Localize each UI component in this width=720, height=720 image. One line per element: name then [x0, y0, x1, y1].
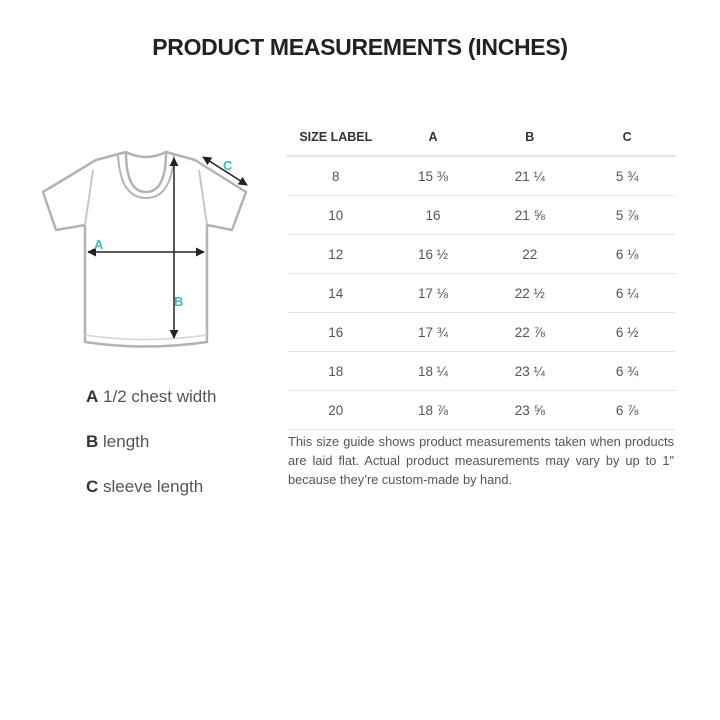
- cell-b: 22: [481, 235, 578, 274]
- cell-size: 8: [287, 156, 385, 196]
- legend-text: length: [103, 432, 150, 451]
- cell-size: 20: [287, 391, 385, 430]
- table-row: [287, 391, 676, 430]
- cell-c: 6 ⅞: [578, 391, 676, 430]
- cell-c: 5 ⅞: [578, 196, 676, 235]
- cell-a: 16: [385, 196, 482, 235]
- cell-b: 23 ⅝: [481, 391, 578, 430]
- cell-a: 18 ¼: [385, 352, 482, 391]
- cell-b: 22 ½: [481, 274, 578, 313]
- cell-c: 5 ¾: [578, 156, 676, 196]
- cell-size: 18: [287, 352, 385, 391]
- label-b: B: [174, 294, 184, 309]
- label-c: C: [223, 158, 233, 173]
- cell-c: 6 ⅛: [578, 235, 676, 274]
- legend-item-c: [86, 474, 216, 519]
- legend-item-b: [86, 429, 216, 474]
- cell-a: 17 ¾: [385, 313, 482, 352]
- page-title: PRODUCT MEASUREMENTS (INCHES): [152, 34, 568, 60]
- cell-a: 18 ⅞: [385, 391, 482, 430]
- cell-size: 16: [287, 313, 385, 352]
- size-table: [287, 118, 676, 430]
- table-row: [287, 352, 676, 391]
- legend-text: 1/2 chest width: [103, 387, 217, 406]
- cell-b: 21 ¼: [481, 156, 578, 196]
- table-row: [287, 196, 676, 235]
- legend-key: A: [86, 387, 99, 406]
- cell-a: 15 ⅜: [385, 156, 482, 196]
- cell-a: 16 ½: [385, 235, 482, 274]
- label-a: A: [94, 237, 104, 252]
- header-a: A: [385, 118, 482, 156]
- header-c: C: [578, 118, 676, 156]
- cell-c: 6 ¼: [578, 274, 676, 313]
- table-header-row: [287, 118, 676, 156]
- legend-text: sleeve length: [103, 477, 204, 496]
- legend-key: B: [86, 432, 99, 451]
- table-row: [287, 313, 676, 352]
- tshirt-outline: [43, 152, 246, 347]
- cell-size: 10: [287, 196, 385, 235]
- cell-b: 22 ⅞: [481, 313, 578, 352]
- cell-c: 6 ¾: [578, 352, 676, 391]
- legend-item-a: [86, 384, 216, 429]
- cell-size: 12: [287, 235, 385, 274]
- cell-c: 6 ½: [578, 313, 676, 352]
- measurement-legend: [86, 384, 216, 519]
- legend-key: C: [86, 477, 99, 496]
- tshirt-diagram: [38, 148, 254, 356]
- table-row: [287, 235, 676, 274]
- cell-size: 14: [287, 274, 385, 313]
- cell-a: 17 ⅛: [385, 274, 482, 313]
- table-row: [287, 156, 676, 196]
- size-guide-note: This size guide shows product measurements taken when products are laid flat. Actual product measurements may vary by up to 1" because they’re custom-made by hand.: [288, 434, 674, 487]
- table-row: [287, 274, 676, 313]
- cell-b: 23 ¼: [481, 352, 578, 391]
- cell-b: 21 ⅝: [481, 196, 578, 235]
- header-b: B: [481, 118, 578, 156]
- header-size-label: SIZE LABEL: [287, 118, 385, 156]
